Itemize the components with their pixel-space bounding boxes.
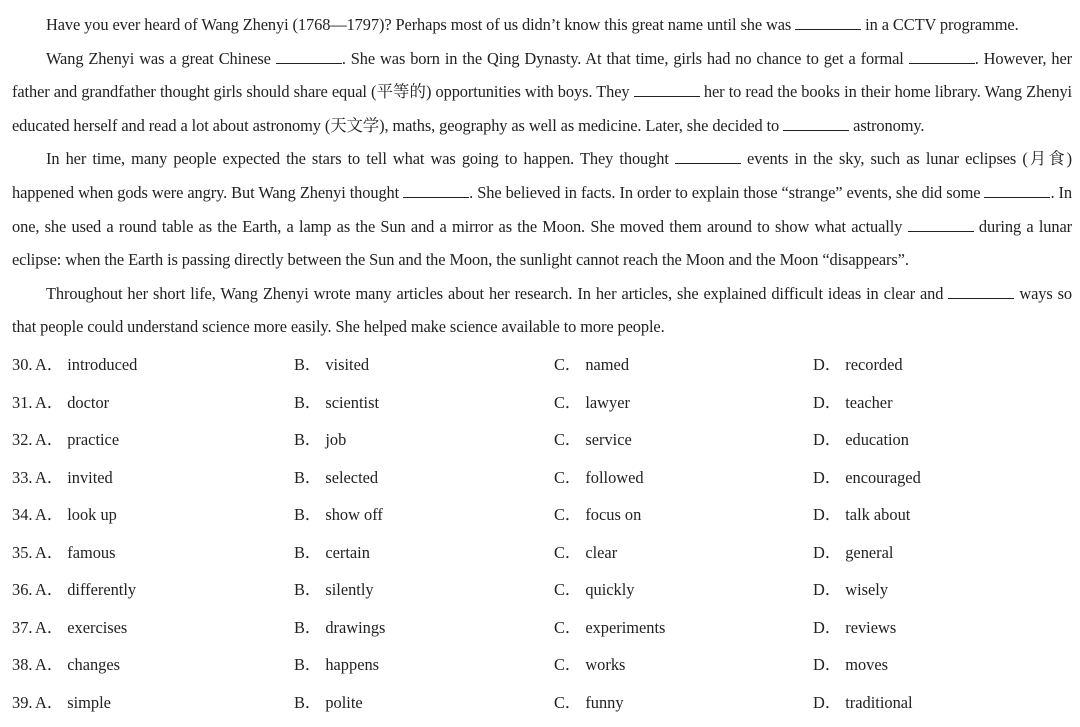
- option-b[interactable]: [294, 384, 379, 422]
- question-row-31: [12, 384, 1072, 422]
- option-letter: C．: [554, 505, 582, 524]
- option-text: named: [585, 355, 630, 374]
- option-b[interactable]: [294, 496, 383, 534]
- option-letter: C．: [554, 692, 582, 712]
- option-text: drawings: [325, 617, 386, 637]
- option-text: selected: [325, 467, 379, 487]
- passage-paragraph-1: [12, 8, 1072, 42]
- question-number: 32.: [12, 430, 33, 449]
- option-letter: A．: [35, 692, 64, 712]
- option-c[interactable]: [554, 534, 617, 572]
- option-text: differently: [67, 580, 137, 599]
- question-number: 31.: [12, 392, 33, 412]
- option-text: recorded: [845, 355, 903, 374]
- question-row-35: [12, 534, 1072, 572]
- passage-text: . However, her father and grandfather thought girls should share equal (平等的) opportunities with boys. They: [12, 48, 1072, 102]
- answer-blank-33: [634, 82, 700, 97]
- option-letter: C．: [554, 430, 582, 449]
- option-text: followed: [585, 467, 644, 487]
- option-a[interactable]: [35, 459, 113, 497]
- question-row-39: [12, 684, 1072, 722]
- option-letter: D．: [813, 655, 842, 674]
- option-text: look up: [67, 505, 117, 524]
- passage-text: her to read the books in their home library. Wang Zhenyi educated herself and read a lot about astronomy (天文学), maths, geography as well as medicine. Later, she decided to: [12, 82, 1072, 135]
- option-text: reviews: [845, 617, 897, 637]
- option-letter: A．: [35, 542, 64, 562]
- option-text: happens: [325, 655, 380, 674]
- passage-paragraph-3: [12, 142, 1072, 276]
- option-a[interactable]: [35, 571, 136, 609]
- option-letter: D．: [813, 542, 842, 562]
- option-c[interactable]: [554, 609, 665, 647]
- option-text: exercises: [67, 617, 128, 637]
- option-c[interactable]: [554, 421, 632, 459]
- option-text: general: [845, 542, 894, 562]
- option-letter: B．: [294, 505, 322, 524]
- passage-text: astronomy.: [849, 115, 925, 135]
- option-a[interactable]: [35, 496, 117, 534]
- option-text: job: [325, 430, 347, 449]
- passage-text: events in the sky, such as lunar eclipses (月食) happened when gods were angry. But Wang Zhenyi thought: [12, 149, 1072, 202]
- option-letter: B．: [294, 430, 322, 449]
- option-text: wisely: [845, 580, 889, 599]
- option-text: focus on: [585, 505, 642, 524]
- question-number: 39.: [12, 692, 33, 712]
- question-row-33: [12, 459, 1072, 497]
- option-c[interactable]: [554, 684, 624, 722]
- option-text: changes: [67, 655, 121, 674]
- answer-blank-37: [984, 183, 1050, 198]
- option-text: simple: [67, 692, 111, 712]
- option-b[interactable]: [294, 646, 379, 684]
- option-c[interactable]: [554, 646, 625, 684]
- option-b[interactable]: [294, 534, 370, 572]
- question-row-36: [12, 571, 1072, 609]
- option-letter: C．: [554, 580, 582, 599]
- answer-blank-35: [675, 149, 741, 164]
- answer-blank-31: [276, 49, 342, 64]
- question-number: 33.: [12, 467, 33, 487]
- option-d[interactable]: [813, 534, 893, 572]
- question-row-37: [12, 609, 1072, 647]
- option-letter: B．: [294, 542, 322, 562]
- option-text: famous: [67, 542, 116, 562]
- option-text: introduced: [67, 355, 138, 374]
- answer-blank-34: [783, 116, 849, 131]
- option-text: scientist: [325, 392, 380, 412]
- option-text: teacher: [845, 392, 893, 412]
- question-number: 36.: [12, 580, 33, 599]
- option-text: moves: [845, 655, 889, 674]
- question-number: 37.: [12, 617, 33, 637]
- option-letter: D．: [813, 467, 842, 487]
- option-text: visited: [325, 355, 370, 374]
- option-a[interactable]: [35, 421, 119, 459]
- cloze-passage: [12, 8, 1072, 344]
- option-a[interactable]: [35, 346, 137, 384]
- question-row-30: [12, 346, 1072, 384]
- option-c[interactable]: [554, 384, 630, 422]
- option-letter: D．: [813, 392, 842, 412]
- option-letter: C．: [554, 542, 582, 562]
- option-text: lawyer: [585, 392, 630, 412]
- option-d[interactable]: [813, 684, 913, 722]
- option-c[interactable]: [554, 459, 644, 497]
- option-d[interactable]: [813, 609, 896, 647]
- option-letter: A．: [35, 355, 64, 374]
- passage-text: . She was born in the Qing Dynasty. At that time, girls had no chance to get a formal: [341, 48, 909, 68]
- option-text: talk about: [845, 505, 911, 524]
- passage-text: during a lunar eclipse: when the Earth is passing directly between the Sun and the Moon, the sunlight cannot reach the Moon and the Moon “disappears”.: [12, 216, 1072, 270]
- option-d[interactable]: [813, 571, 888, 609]
- passage-text: In her time, many people expected the stars to tell what was going to happen. They thought: [46, 149, 675, 169]
- option-text: invited: [67, 467, 113, 487]
- option-letter: C．: [554, 467, 582, 487]
- option-text: funny: [585, 692, 624, 712]
- option-c[interactable]: [554, 346, 629, 384]
- option-b[interactable]: [294, 571, 374, 609]
- option-letter: C．: [554, 392, 582, 412]
- option-text: show off: [325, 505, 383, 524]
- option-letter: C．: [554, 617, 582, 637]
- option-text: clear: [585, 542, 618, 562]
- option-text: quickly: [585, 580, 635, 599]
- passage-text: in a CCTV programme.: [861, 15, 1019, 34]
- option-letter: B．: [294, 692, 322, 712]
- option-letter: B．: [294, 580, 322, 599]
- option-c[interactable]: [554, 571, 635, 609]
- question-row-38: [12, 646, 1072, 684]
- option-letter: B．: [294, 655, 322, 674]
- option-letter: B．: [294, 392, 322, 412]
- passage-text: Have you ever heard of Wang Zhenyi (1768—1797)? Perhaps most of us didn’t know this great name until she was: [46, 15, 796, 34]
- option-c[interactable]: [554, 496, 641, 534]
- option-letter: A．: [35, 617, 64, 637]
- option-d[interactable]: [813, 421, 909, 459]
- question-number: 35.: [12, 542, 33, 562]
- option-letter: D．: [813, 692, 842, 712]
- passage-text: Throughout her short life, Wang Zhenyi wrote many articles about her research. In her articles, she explained difficult ideas in clear and: [46, 283, 949, 303]
- option-letter: A．: [35, 505, 64, 524]
- option-d[interactable]: [813, 459, 921, 497]
- option-text: polite: [325, 692, 363, 712]
- option-d[interactable]: [813, 496, 910, 534]
- option-text: experiments: [585, 617, 666, 637]
- answer-blank-38: [908, 217, 974, 232]
- option-letter: D．: [813, 505, 842, 524]
- option-text: service: [585, 430, 632, 449]
- option-text: certain: [325, 542, 370, 562]
- passage-text: . In one, she used a round table as the Earth, a lamp as the Sun and a mirror as the Moon. She moved them around to show what actually: [12, 182, 1072, 236]
- option-text: silently: [325, 580, 374, 599]
- answer-blank-36: [403, 183, 469, 198]
- option-text: encouraged: [845, 467, 921, 487]
- option-letter: A．: [35, 655, 64, 674]
- option-text: practice: [67, 430, 120, 449]
- option-letter: D．: [813, 355, 842, 374]
- option-letter: D．: [813, 617, 842, 637]
- option-a[interactable]: [35, 684, 111, 722]
- passage-text: ways so that people could understand science more easily. She helped make science available to more people.: [12, 283, 1073, 337]
- passage-paragraph-2: [12, 42, 1072, 143]
- option-letter: A．: [35, 467, 64, 487]
- option-text: works: [585, 655, 626, 674]
- option-b[interactable]: [294, 609, 385, 647]
- question-row-34: [12, 496, 1072, 534]
- question-number: 38.: [12, 655, 33, 674]
- option-text: traditional: [845, 692, 913, 712]
- option-a[interactable]: [35, 646, 120, 684]
- option-letter: C．: [554, 355, 582, 374]
- option-a[interactable]: [35, 534, 116, 572]
- option-letter: A．: [35, 430, 64, 449]
- option-letter: A．: [35, 580, 64, 599]
- passage-text: Wang Zhenyi was a great Chinese: [46, 48, 276, 68]
- option-a[interactable]: [35, 384, 109, 422]
- option-d[interactable]: [813, 384, 893, 422]
- answer-blank-39: [948, 284, 1014, 299]
- option-a[interactable]: [35, 609, 127, 647]
- question-row-32: [12, 421, 1072, 459]
- passage-paragraph-4: [12, 277, 1072, 344]
- option-b[interactable]: [294, 459, 378, 497]
- option-d[interactable]: [813, 646, 888, 684]
- option-letter: A．: [35, 392, 64, 412]
- question-number: 34.: [12, 505, 33, 524]
- option-letter: B．: [294, 467, 322, 487]
- passage-text: . She believed in facts. In order to explain those “strange” events, she did some: [469, 182, 985, 202]
- option-text: education: [845, 430, 909, 449]
- option-letter: B．: [294, 355, 322, 374]
- option-b[interactable]: [294, 421, 346, 459]
- option-b[interactable]: [294, 684, 363, 722]
- question-number: 30.: [12, 355, 33, 374]
- option-letter: D．: [813, 580, 842, 599]
- option-letter: C．: [554, 655, 582, 674]
- answer-blank-32: [909, 49, 975, 64]
- answer-options: [12, 346, 1072, 721]
- option-d[interactable]: [813, 346, 903, 384]
- answer-blank-30: [795, 15, 861, 30]
- option-letter: B．: [294, 617, 322, 637]
- option-b[interactable]: [294, 346, 369, 384]
- option-letter: D．: [813, 430, 842, 449]
- option-text: doctor: [67, 392, 110, 412]
